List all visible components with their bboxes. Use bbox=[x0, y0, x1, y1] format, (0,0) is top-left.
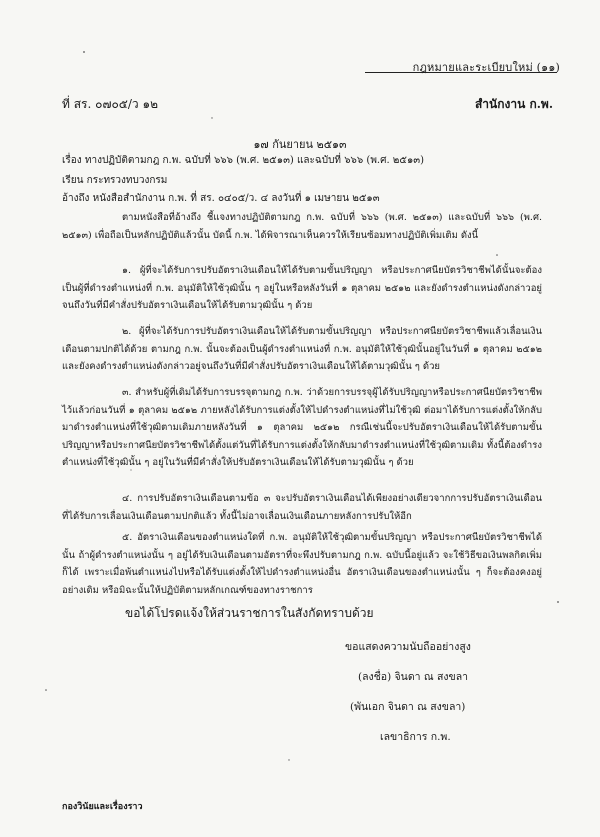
reference-line: อ้างถึง หนังสือสำนักงาน ก.พ. ที่ สร. ๐๔๐๕/ว. ๔ ลงวันที่ ๑ เมษายน ๒๕๑๓ bbox=[62, 193, 380, 204]
item-4: ๔. การปรับอัตราเงินเดือนตามข้อ ๓ จะปรับอัตราเงินเดือนได้เพียงอย่างเดียวจากการปรับอัตราเงินเดือนที่ได้รับการเลื่อนเงินเดือนตามปกติแล้ว ทั้งนี้ไม่อาจเลื่อนเงินเดือนภายหลังการปรับให้อีก bbox=[62, 493, 542, 522]
running-header: กฎหมายและระเบียบใหม่ (๑๑) bbox=[412, 61, 560, 74]
signature-title: เลขาธิการ ก.พ. bbox=[380, 731, 451, 743]
item-1: ๑. ผู้ที่จะได้รับการปรับอัตราเงินเดือนให้ได้รับตามขั้นปริญญา หรือประกาศนียบัตรวิชาชีพได้นั้นจะต้องเป็นผู้ที่ดำรงตำแหน่งที่ ก.พ. อนุมัติให้ใช้วุฒินั้น ๆ อยู่ในหรือหลังวันที่ ๑ ตุลาคม ๒๕๑๒ และยังดำรงตำแหน่งดังกล่าวอยู่จนถึงวันที่มีคำสั่งปรับอัตราเงินเดือนให้ได้รับตามวุฒินั้น ๆ ด้วย bbox=[62, 265, 542, 312]
recipient-line: เรียน กระทรวงทบวงกรม bbox=[62, 175, 168, 186]
letter-date: ๑๗ กันยายน ๒๕๑๓ bbox=[253, 138, 347, 151]
signature-signed: (ลงชื่อ) จินดา ณ สงขลา bbox=[358, 671, 469, 683]
issuing-office: สำนักงาน ก.พ. bbox=[474, 97, 553, 111]
subject-line: เรื่อง ทางปฏิบัติตามกฎ ก.พ. ฉบับที่ ๖๖๖ (พ.ศ. ๒๕๑๓) และฉบับที่ ๖๖๖ (พ.ศ. ๒๕๑๓) bbox=[62, 155, 425, 166]
header-rule bbox=[365, 72, 557, 73]
footer-unit: กองวินัยและเรื่องราว bbox=[62, 802, 143, 812]
intro-paragraph: ตามหนังสือที่อ้างถึง ชี้แจงทางปฏิบัติตามกฎ ก.พ. ฉบับที่ ๖๖๖ (พ.ศ. ๒๕๑๓) และฉบับที่ ๖๖๖ (พ.ศ. ๒๕๑๓) เพื่อถือเป็นหลักปฏิบัติแล้วนั้น บัดนี้ ก.พ. ได้พิจารณาเห็นควรให้เรียนซ้อมทางปฏิบัติเพิ่มเติม ดังนี้ bbox=[62, 212, 542, 241]
signature-name: (พันเอก จินดา ณ สงขลา) bbox=[350, 701, 466, 713]
closing-request: ขอได้โปรดแจ้งให้ส่วนราชการในสังกัดทราบด้วย bbox=[125, 606, 374, 620]
item-2: ๒. ผู้ที่จะได้รับการปรับอัตราเงินเดือนให้ได้รับตามขั้นปริญญา หรือประกาศนียบัตรวิชาชีพแล้วเลื่อนเงินเดือนตามปกติได้ด้วย ตามกฎ ก.พ. นั้นจะต้องเป็นผู้ดำรงตำแหน่งที่ ก.พ. อนุมัติให้ใช้วุฒินั้นอยู่ในวันที่ ๑ ตุลาคม ๒๕๑๒ และยังคงดำรงตำแหน่งดังกล่าวอยู่จนถึงวันที่มีคำสั่งปรับอัตราเงินเดือนให้ได้ตามวุฒินั้น ๆ ด้วย bbox=[62, 326, 542, 373]
item-5: ๕. อัตราเงินเดือนของตำแหน่งใดที่ ก.พ. อนุมัติให้ใช้วุฒิตามขั้นปริญญา หรือประกาศนียบัตรวิชาชีพได้นั้น ถ้าผู้ดำรงตำแหน่งนั้น ๆ อยู่ได้รับเงินเดือนตามอัตราที่จะพึงปรับตามกฎ ก.พ. ฉบับนี้อยู่แล้ว จะใช้วิธีขอเงินพลกิตเพิ่มก็ได้ เพราะเมื่อพ้นตำแหน่งไปหรือได้รับแต่งตั้งให้ไปดำรงตำแหน่งอื่น อัตราเงินเดือนของตำแหน่งนั้น ๆ ก็จะต้องคงอยู่อย่างเดิม หรือมิฉะนั้นให้ปฏิบัติตามหลักเกณฑ์ของทางราชการ bbox=[62, 532, 542, 596]
document-number: ที่ สร. ๐๗๐๕/ว ๑๒ bbox=[62, 97, 158, 111]
item-3: ๓. สำหรับผู้ที่เดิมได้รับการบรรจุตามกฎ ก.พ. ว่าด้วยการบรรจุผู้ได้รับปริญญาหรือประกาศนียบัตรวิชาชีพไว้แล้วก่อนวันที่ ๑ ตุลาคม ๒๕๑๒ ภายหลังได้รับการแต่งตั้งให้ไปดำรงตำแหน่งที่ไม่ใช้วุฒิ ต่อมาได้รับการแต่งตั้งให้กลับมาดำรงตำแหน่งที่ใช้วุฒิตามเดิมภายหลังวันที่ ๑ ตุลาคม ๒๕๑๒ กรณีเช่นนี้จะปรับอัตราเงินเดือนให้ได้รับตามขั้นปริญญาหรือประกาศนียบัตรวิชาชีพได้ตั้งแต่วันที่ได้รับการแต่งตั้งให้กลับมาดำรงตำแหน่งที่ใช้วุฒิตามเดิม ทั้งนี้ต้องดำรงตำแหน่งที่ใช้วุฒินั้น ๆ อยู่ในวันที่มีคำสั่งให้ปรับอัตราเงินเดือนให้ได้รับตามวุฒินั้น ๆ ด้วย bbox=[62, 387, 542, 469]
signature-regards: ขอแสดงความนับถืออย่างสูง bbox=[345, 641, 471, 653]
